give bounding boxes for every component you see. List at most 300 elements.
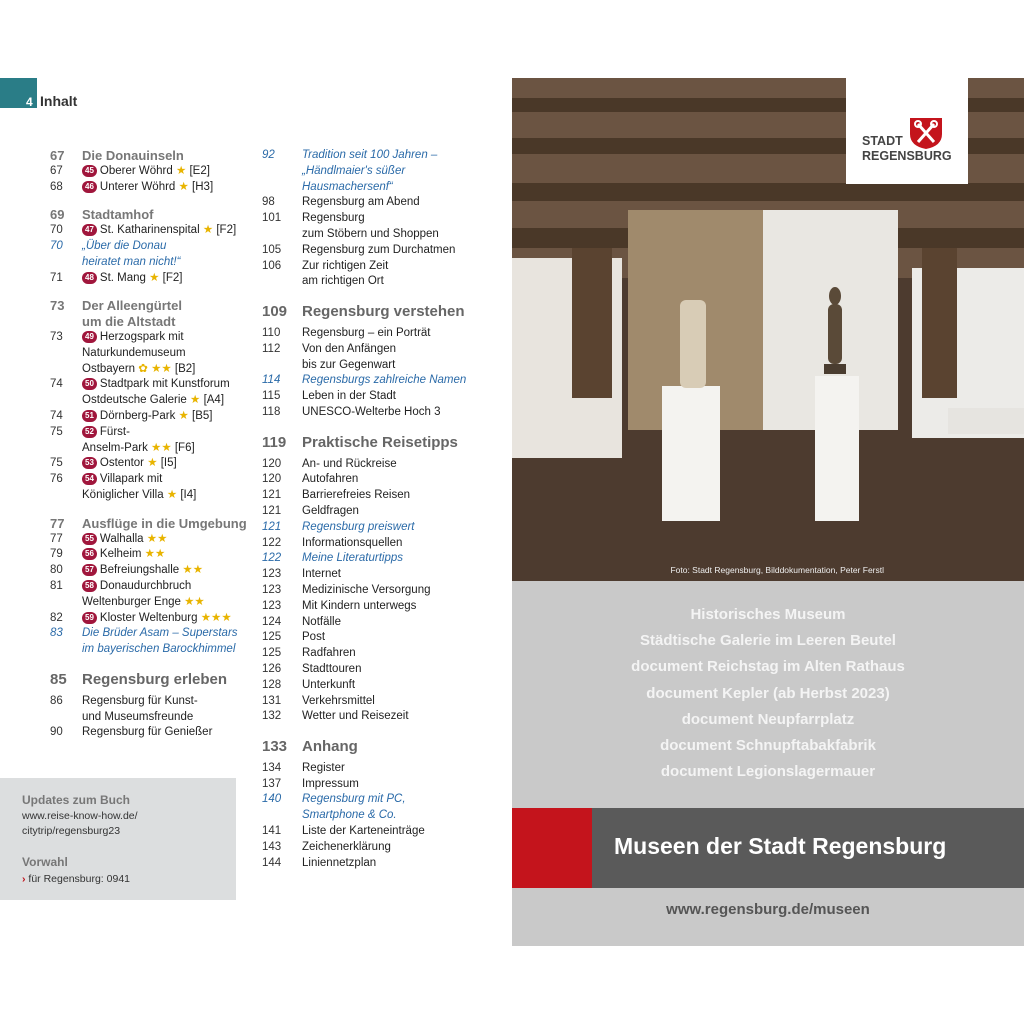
- toc-entry-title: Barrierefreies Reisen: [302, 489, 411, 502]
- toc-entry[interactable]: [50, 563, 250, 579]
- toc-entry-title: Wetter und Reisezeit: [302, 710, 409, 723]
- toc-entry[interactable]: [258, 739, 506, 755]
- toc-entry[interactable]: [258, 840, 506, 856]
- toc-entry-text: [302, 856, 506, 872]
- toc-entry-text: [302, 326, 506, 342]
- museum-name: document Reichstag im Alten Rathaus: [631, 658, 905, 676]
- toc-entry-text: [302, 195, 506, 211]
- toc-entry-text: [302, 840, 506, 856]
- toc-entry[interactable]: [50, 472, 250, 504]
- toc-entry-text: [302, 678, 506, 694]
- museum-name: document Schnupftabakfabrik: [660, 737, 876, 755]
- toc-entry[interactable]: [258, 824, 506, 840]
- museum-advertisement: [512, 78, 1024, 946]
- toc-entry-title: Unterer Wöhrd: [99, 180, 176, 193]
- toc-page-number: 140: [262, 793, 282, 806]
- toc-entry-text: [302, 435, 506, 451]
- toc-page-number: 123: [262, 599, 282, 612]
- toc-entry-title: Informationsquellen: [302, 536, 403, 549]
- toc-entry-title: Meine Literaturtipps: [302, 552, 403, 565]
- stadt-regensburg-logo: [846, 78, 968, 184]
- toc-entry-text: [302, 405, 506, 421]
- toc-entry[interactable]: [258, 342, 506, 374]
- toc-entry[interactable]: [50, 223, 250, 239]
- toc-page-number: 131: [262, 694, 282, 707]
- toc-entry-text: [82, 694, 250, 726]
- toc-entry[interactable]: [50, 456, 250, 472]
- toc-entry-text: [82, 516, 250, 532]
- toc-entry-title: Autofahren: [302, 473, 359, 486]
- photo-credit: Foto: Stadt Regensburg, Bilddokumentation, Peter Ferstl: [670, 565, 884, 575]
- museum-list: [512, 602, 1024, 785]
- toc-entry[interactable]: [258, 567, 506, 583]
- toc-entry-title: Regensburg erleben: [82, 670, 228, 688]
- toc-page-number: 73: [50, 330, 63, 343]
- toc-entry-text: [302, 792, 506, 824]
- museum-name: document Kepler (ab Herbst 2023): [646, 684, 890, 702]
- rating-stars-icon: ★: [178, 409, 189, 422]
- rating-stars-icon: ★: [147, 457, 158, 470]
- map-reference: [B5]: [192, 409, 213, 422]
- toc-entry-title: Regensburgs zahlreiche Namen: [302, 374, 467, 387]
- toc-entry-title: Zeichenerklärung: [302, 840, 391, 853]
- toc-entry[interactable]: [258, 599, 506, 615]
- toc-page-number: 112: [262, 342, 281, 355]
- toc-entry-title: Befreiungshalle: [99, 564, 180, 577]
- toc-page-number: 114: [262, 374, 281, 387]
- toc-page-number: 82: [50, 611, 63, 624]
- toc-entry-title: Radfahren: [302, 647, 356, 660]
- toc-entry[interactable]: [258, 389, 506, 405]
- toc-page-number: 76: [50, 473, 63, 486]
- toc-entry-title: Die Donauinseln: [82, 148, 184, 163]
- toc-entry-text: [82, 547, 250, 563]
- toc-entry-text: [82, 532, 250, 548]
- toc-page-number: 98: [262, 196, 275, 209]
- sight-number-badge: 51: [82, 410, 97, 422]
- toc-entry-title: Anhang: [302, 738, 358, 756]
- toc-page-number: 110: [262, 326, 281, 339]
- info-box: [0, 778, 236, 900]
- toc-entry[interactable]: [258, 195, 506, 211]
- toc-entry-title: Regensburg verstehen: [302, 303, 465, 321]
- toc-entry[interactable]: [258, 615, 506, 631]
- toc-entry-text: [302, 520, 506, 536]
- toc-page-number: 115: [262, 390, 281, 403]
- toc-entry[interactable]: [258, 304, 506, 320]
- toc-entry-title: Der Alleengürtel um die Altstadt: [82, 298, 182, 330]
- toc-entry-text: [302, 504, 506, 520]
- toc-page-number: 70: [50, 239, 63, 252]
- toc-entry-text: [82, 330, 250, 377]
- vorwahl-text: für Regensburg: 0941: [28, 873, 130, 885]
- rating-stars-icon: ★★: [184, 595, 205, 608]
- sight-number-badge: 53: [82, 457, 97, 469]
- toc-entry[interactable]: [258, 551, 506, 567]
- museum-name: Städtische Galerie im Leeren Beutel: [640, 632, 896, 650]
- toc-entry[interactable]: [258, 536, 506, 552]
- toc-page-number: 101: [262, 212, 282, 225]
- museum-name: Historisches Museum: [690, 606, 846, 623]
- toc-entry-title: Zur richtigen Zeit am richtigen Ort: [302, 259, 389, 288]
- toc-page-number: 128: [262, 678, 282, 691]
- toc-entry[interactable]: [258, 792, 506, 824]
- toc-entry-title: Villapark mit Königlicher Villa: [82, 473, 164, 501]
- toc-entry[interactable]: [50, 298, 250, 330]
- toc-entry-text: [82, 180, 250, 196]
- toc-entry-text: [302, 536, 506, 552]
- toc-page-number: 81: [50, 579, 63, 592]
- toc-entry[interactable]: [50, 725, 250, 741]
- toc-entry-text: [302, 646, 506, 662]
- toc-page-number: 126: [262, 662, 282, 675]
- toc-page-number: 80: [50, 564, 63, 577]
- toc-entry-title: Donaudurchbruch Weltenburger Enge: [82, 579, 192, 608]
- sight-number-badge: 54: [82, 473, 97, 485]
- toc-page-number: 125: [262, 631, 282, 644]
- toc-page-number: 75: [50, 425, 63, 438]
- toc-entry[interactable]: [258, 488, 506, 504]
- museum-url[interactable]: www.regensburg.de/museen: [666, 901, 870, 918]
- toc-page-number: 75: [50, 457, 63, 470]
- toc-entry-title: Herzogspark mit Naturkundemuseum Ostbayern: [82, 330, 186, 375]
- toc-entry[interactable]: [50, 579, 250, 611]
- toc-entry-text: [82, 239, 250, 271]
- map-reference: [H3]: [192, 180, 214, 193]
- toc-page-number: 90: [50, 726, 63, 739]
- toc-entry[interactable]: [50, 180, 250, 196]
- toc-entry-title: Post: [302, 631, 326, 644]
- toc-entry[interactable]: [50, 547, 250, 563]
- toc-entry[interactable]: [50, 694, 250, 726]
- toc-page-number: 122: [262, 536, 282, 549]
- toc-entry-text: [82, 611, 250, 627]
- map-reference: [F2]: [162, 271, 183, 284]
- museum-photo: [512, 78, 1024, 581]
- toc-entry[interactable]: [258, 472, 506, 488]
- map-reference: [I5]: [160, 457, 177, 470]
- toc-entry-text: [82, 626, 250, 658]
- updates-title: Updates zum Buch: [22, 793, 131, 807]
- toc-page-number: 79: [50, 548, 63, 561]
- toc-entry[interactable]: [258, 457, 506, 473]
- page-title: Inhalt: [40, 93, 78, 109]
- map-reference: [E2]: [189, 164, 210, 177]
- toc-entry[interactable]: [258, 148, 506, 195]
- toc-entry-text: [302, 457, 506, 473]
- toc-page-number: 144: [262, 856, 282, 869]
- toc-entry-text: [302, 304, 506, 320]
- toc-entry-text: [302, 148, 506, 195]
- toc-page-number: 106: [262, 259, 282, 272]
- toc-entry-title: Regensburg preiswert: [302, 520, 415, 533]
- toc-entry-text: [82, 377, 250, 409]
- rating-stars-icon: ★★: [146, 532, 168, 545]
- toc-entry-title: Impressum: [302, 777, 359, 790]
- toc-page-number: 119: [262, 433, 287, 451]
- toc-entry[interactable]: [50, 532, 250, 548]
- toc-entry[interactable]: [50, 330, 250, 377]
- toc-entry-text: [82, 563, 250, 579]
- toc-page-number: 123: [262, 568, 282, 581]
- toc-entry[interactable]: [258, 243, 506, 259]
- toc-page-number: 120: [262, 473, 282, 486]
- rating-stars-icon: ★: [190, 394, 201, 407]
- toc-entry-title: An- und Rückreise: [302, 457, 397, 470]
- toc-entry[interactable]: [50, 626, 250, 658]
- toc-page-number: 67: [50, 148, 65, 163]
- map-reference: [F2]: [216, 224, 237, 237]
- toc-entry-text: [302, 599, 506, 615]
- toc-entry[interactable]: [50, 672, 250, 688]
- toc-entry-title: Oberer Wöhrd: [99, 164, 173, 177]
- toc-entry-text: [302, 472, 506, 488]
- toc-page-number: 74: [50, 409, 63, 422]
- toc-entry-text: [302, 630, 506, 646]
- toc-entry-title: Regensburg für Kunst- und Museumsfreunde: [82, 694, 198, 723]
- toc-entry-title: Liste der Karteneinträge: [302, 825, 425, 838]
- toc-entry[interactable]: [258, 709, 506, 725]
- toc-entry-text: [82, 298, 250, 330]
- toc-entry-text: [302, 824, 506, 840]
- toc-page-number: 137: [262, 777, 282, 790]
- toc-column-1: [50, 148, 250, 741]
- toc-page-number: 118: [262, 405, 281, 418]
- toc-page-number: 121: [262, 504, 282, 517]
- sight-number-badge: 45: [82, 165, 97, 177]
- toc-entry-title: Ausflüge in die Umgebung: [82, 515, 247, 531]
- toc-entry-text: [302, 615, 506, 631]
- toc-entry-text: [302, 761, 506, 777]
- vorwahl-line: [22, 873, 130, 885]
- toc-entry-text: [302, 243, 506, 259]
- toc-entry[interactable]: [258, 678, 506, 694]
- toc-entry-text: [302, 567, 506, 583]
- rating-stars-icon: ★★: [182, 564, 204, 577]
- toc-entry-title: Internet: [302, 568, 341, 581]
- toc-entry-title: Walhalla: [99, 532, 144, 545]
- toc-entry-title: Fürst- Anselm-Park: [82, 425, 148, 454]
- toc-page-number: 121: [262, 489, 282, 502]
- sight-number-badge: 50: [82, 378, 97, 390]
- toc-entry[interactable]: [258, 520, 506, 536]
- toc-entry[interactable]: [258, 373, 506, 389]
- toc-entry-title: Die Brüder Asam – Superstars im bayerischen Barockhimmel: [82, 627, 238, 656]
- toc-entry-text: [82, 271, 250, 287]
- chevron-right-icon: ›: [22, 873, 29, 885]
- toc-entry[interactable]: [258, 662, 506, 678]
- vorwahl-title: Vorwahl: [22, 855, 68, 869]
- toc-entry[interactable]: [50, 377, 250, 409]
- updates-url-line-2[interactable]: citytrip/regensburg23: [22, 825, 121, 837]
- toc-entry-title: Notfälle: [302, 615, 341, 628]
- toc-entry-title: Geldfragen: [302, 504, 359, 517]
- toc-entry-text: [82, 456, 250, 472]
- toc-entry-text: [302, 739, 506, 755]
- title-banner: [512, 808, 1024, 888]
- toc-entry-text: [302, 211, 506, 243]
- toc-page-number: 123: [262, 583, 282, 596]
- banner-red-block: [512, 808, 592, 888]
- toc-entry[interactable]: [258, 761, 506, 777]
- toc-entry[interactable]: [50, 271, 250, 287]
- toc-entry-text: [302, 259, 506, 291]
- rating-stars-icon: ★: [202, 224, 214, 237]
- toc-page-number: 120: [262, 457, 282, 470]
- toc-entry-text: [302, 342, 506, 374]
- rating-stars-icon: ✿ ★★: [138, 362, 172, 375]
- toc-entry-text: [302, 694, 506, 710]
- toc-entry-title: Stadtamhof: [82, 207, 154, 223]
- toc-entry-text: [82, 425, 250, 457]
- museum-name: document Legionslagermauer: [660, 763, 876, 781]
- toc-entry-text: [82, 579, 250, 611]
- toc-page-number: 92: [262, 149, 275, 161]
- toc-entry-title: Regensburg für Genießer: [82, 726, 213, 739]
- toc-entry[interactable]: [258, 326, 506, 342]
- toc-entry[interactable]: [50, 425, 250, 457]
- updates-url-line-1[interactable]: www.reise-know-how.de/: [22, 810, 138, 822]
- rating-stars-icon: ★★: [151, 441, 172, 454]
- toc-entry[interactable]: [258, 405, 506, 421]
- toc-entry[interactable]: [258, 259, 506, 291]
- toc-entry-title: Liniennetzplan: [302, 856, 377, 869]
- page-number: 4: [26, 95, 33, 109]
- toc-entry[interactable]: [50, 207, 250, 223]
- toc-entry[interactable]: [258, 211, 506, 243]
- toc-column-2: [258, 148, 506, 871]
- toc-entry-title: „Über die Donau heiratet man nicht!“: [82, 239, 181, 268]
- toc-entry[interactable]: [50, 409, 250, 425]
- toc-page-number: 68: [50, 180, 63, 193]
- toc-entry-title: Tradition seit 100 Jahren – „Händlmaier's süßer Hausmachersenf“: [302, 149, 438, 193]
- toc-entry-title: Medizinische Versorgung: [302, 583, 431, 596]
- toc-entry-text: [82, 409, 250, 425]
- rating-stars-icon: ★: [149, 271, 160, 284]
- sight-number-badge: 48: [82, 272, 97, 284]
- toc-entry-title: Leben in der Stadt: [302, 390, 396, 403]
- rating-stars-icon: ★★: [144, 548, 166, 561]
- toc-page-number: 133: [262, 738, 288, 756]
- toc-entry-title: Regensburg mit PC, Smartphone & Co.: [302, 793, 406, 822]
- toc-entry-text: [302, 389, 506, 405]
- toc-entry-text: [302, 662, 506, 678]
- toc-entry-text: [302, 583, 506, 599]
- sight-number-badge: 56: [82, 548, 97, 560]
- toc-entry-title: Stadttouren: [302, 662, 362, 675]
- toc-entry[interactable]: [258, 583, 506, 599]
- toc-entry-title: Verkehrsmittel: [302, 694, 375, 707]
- toc-entry-title: Ostentor: [99, 457, 145, 470]
- toc-page-number: 125: [262, 647, 282, 660]
- toc-page-number: 122: [262, 552, 282, 565]
- rating-stars-icon: ★: [178, 180, 189, 193]
- toc-page-number: 141: [262, 825, 282, 838]
- rating-stars-icon: ★: [166, 488, 178, 501]
- toc-entry[interactable]: [50, 516, 250, 532]
- toc-entry-text: [302, 488, 506, 504]
- banner-title: Museen der Stadt Regensburg: [614, 833, 947, 859]
- toc-entry-title: Register: [302, 761, 345, 774]
- toc-entry[interactable]: [50, 239, 250, 271]
- toc-page-number: 83: [50, 627, 63, 640]
- toc-entry[interactable]: [258, 856, 506, 872]
- toc-entry[interactable]: [258, 646, 506, 662]
- sight-number-badge: 57: [82, 564, 97, 576]
- toc-entry[interactable]: [258, 630, 506, 646]
- toc-entry[interactable]: [258, 435, 506, 451]
- toc-page-number: 73: [50, 298, 65, 314]
- map-reference: [A4]: [203, 394, 225, 407]
- toc-entry-text: [302, 709, 506, 725]
- toc-entry[interactable]: [258, 504, 506, 520]
- toc-entry[interactable]: [50, 164, 250, 180]
- toc-entry[interactable]: [258, 777, 506, 793]
- toc-page-number: 124: [262, 615, 282, 628]
- toc-entry[interactable]: [50, 611, 250, 627]
- toc-entry-title: Kloster Weltenburg: [99, 611, 198, 624]
- toc-page-number: 69: [50, 207, 65, 223]
- toc-entry-title: UNESCO-Welterbe Hoch 3: [302, 405, 441, 418]
- toc-entry-title: Regensburg zum Stöbern und Shoppen: [302, 212, 439, 240]
- toc-entry-title: Regensburg – ein Porträt: [302, 326, 431, 339]
- sight-number-badge: 49: [82, 331, 97, 343]
- toc-entry-text: [302, 777, 506, 793]
- toc-page-number: 134: [262, 761, 282, 774]
- toc-entry-text: [82, 472, 250, 504]
- toc-page-number: 70: [50, 224, 63, 237]
- toc-page-number: 77: [50, 532, 63, 545]
- toc-entry-title: Mit Kindern unterwegs: [302, 599, 417, 612]
- toc-entry-title: Regensburg am Abend: [302, 196, 420, 209]
- sight-number-badge: 52: [82, 426, 97, 438]
- toc-page-number: 121: [262, 520, 282, 533]
- sight-number-badge: 46: [82, 181, 97, 193]
- sight-number-badge: 47: [82, 224, 97, 236]
- sight-number-badge: 59: [82, 612, 97, 624]
- toc-page-number: 86: [50, 694, 63, 707]
- toc-entry-title: Dörnberg-Park: [99, 409, 176, 422]
- toc-page-number: 74: [50, 378, 63, 391]
- toc-page-number: 105: [262, 243, 282, 256]
- toc-entry-title: Kelheim: [99, 548, 142, 561]
- rating-stars-icon: ★★★: [200, 611, 232, 624]
- toc-page-number: 132: [262, 710, 282, 723]
- toc-page-number: 71: [50, 271, 63, 284]
- toc-entry-title: Von den Anfängen bis zur Gegenwart: [302, 342, 397, 371]
- toc-page-number: 143: [262, 840, 282, 853]
- sight-number-badge: 58: [82, 580, 97, 592]
- map-reference: [F6]: [174, 441, 195, 454]
- toc-entry-text: [82, 164, 250, 180]
- toc-entry-text: [82, 672, 250, 688]
- toc-entry-text: [302, 551, 506, 567]
- toc-entry-text: [82, 148, 250, 164]
- toc-entry-title: Praktische Reisetipps: [302, 433, 458, 451]
- toc-entry-text: [302, 373, 506, 389]
- sight-number-badge: 55: [82, 533, 97, 545]
- toc-entry[interactable]: [258, 694, 506, 710]
- toc-entry-title: Stadtpark mit Kunstforum Ostdeutsche Galerie: [82, 378, 230, 407]
- toc-entry-title: St. Mang: [99, 271, 146, 284]
- toc-entry-title: St. Katharinenspital: [99, 224, 200, 237]
- map-reference: [B2]: [174, 362, 196, 375]
- map-reference: [I4]: [180, 488, 197, 501]
- toc-entry[interactable]: [50, 148, 250, 164]
- toc-page-number: 67: [50, 164, 63, 177]
- toc-entry-text: [82, 725, 250, 741]
- toc-page-number: 77: [50, 515, 65, 531]
